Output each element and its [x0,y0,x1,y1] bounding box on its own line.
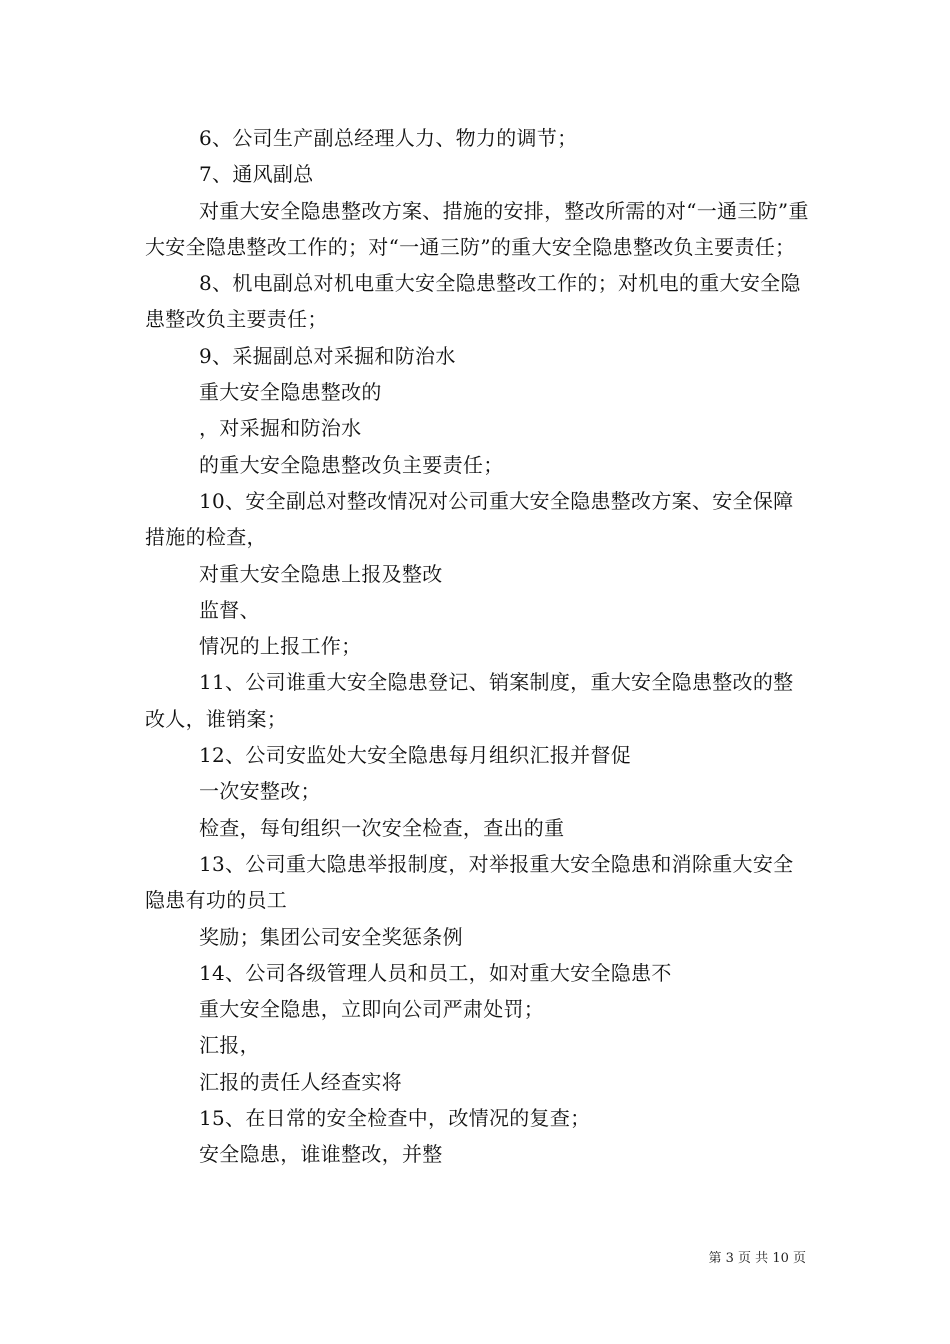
paragraph-2: 7、通风副总 [199,162,314,187]
paragraph-15: 一次安整改； [199,779,321,804]
paragraph-6: 重大安全隐患整改的 [199,380,382,405]
paragraph-5: 9、采掘副总对采掘和防治水 [199,343,456,368]
paragraph-3: 对重大安全隐患整改方案、措施的安排，整改所需的对“一通三防”重大安全隐患整改工作的；对“一通三防”的重大安全隐患整改负主要责任； [145,198,809,259]
paragraph-4: 8、机电副总对机电重大安全隐患整改工作的；对机电的重大安全隐患整改负主要责任； [145,271,801,332]
page-number-footer: 第 3 页 共 10 页 [708,1251,806,1266]
paragraph-17: 13、公司重大隐患举报制度，对举报重大安全隐患和消除重大安全隐患有功的员工 [145,851,794,913]
paragraph-1: 6、公司生产副总经理人力、物力的调节； [199,126,578,150]
paragraph-14: 12、公司安监处大安全隐患每月组织汇报并督促 [199,743,632,768]
paragraph-11: 监督、 [199,597,260,622]
paragraph-22: 汇报的责任人经查实将 [199,1069,402,1094]
document-body [145,120,810,1173]
paragraph-7: ，对采掘和防治水 [199,416,362,441]
paragraph-24: 安全隐患，谁谁整改，并整 [199,1142,443,1167]
paragraph-13: 11、公司谁重大安全隐患登记、销案制度，重大安全隐患整改的整改人，谁销案； [145,670,794,731]
paragraph-8: 的重大安全隐患整改负主要责任； [199,452,504,477]
paragraph-16: 检查，每旬组织一次安全检查，查出的重 [199,815,565,840]
paragraph-18: 奖励；集团公司安全奖惩条例 [199,924,463,949]
paragraph-20: 重大安全隐患，立即向公司严肃处罚； [199,997,545,1022]
paragraph-21: 汇报， [199,1033,260,1058]
paragraph-19: 14、公司各级管理人员和员工，如对重大安全隐患不 [199,960,672,985]
paragraph-10: 对重大安全隐患上报及整改 [199,561,443,586]
paragraph-9: 10、安全副总对整改情况对公司重大安全隐患整改方案、安全保障措施的检查， [145,488,794,550]
paragraph-23: 15、在日常的安全检查中，改情况的复查； [199,1106,591,1131]
paragraph-12: 情况的上报工作； [199,634,362,659]
